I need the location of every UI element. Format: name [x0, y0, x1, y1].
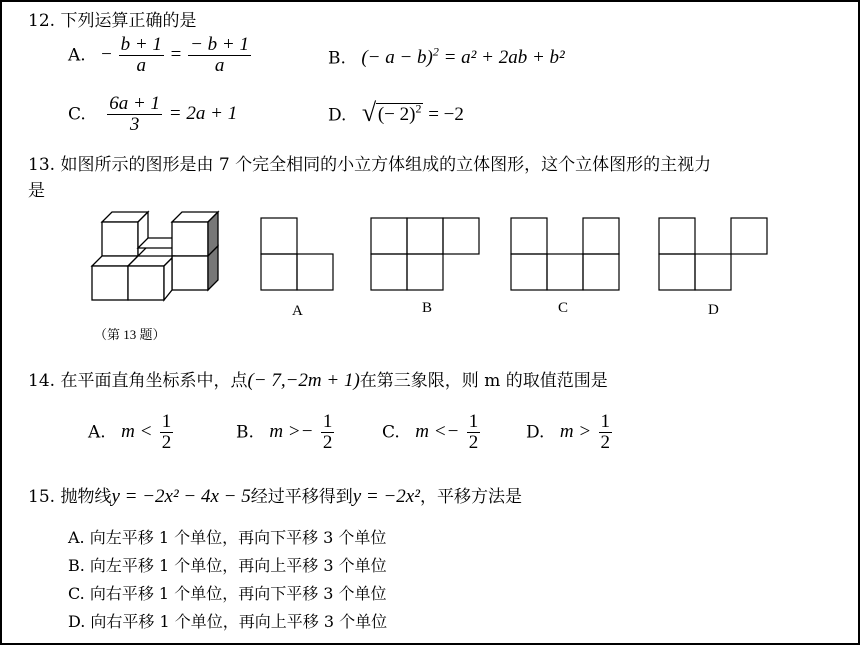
q15-option-a[interactable]: A. 向左平移 1 个单位，再向下平移 3 个单位 — [68, 528, 387, 547]
q13-text: 如图所示的图形是由 7 个完全相同的小立方体组成的立体图形，这个立体图形的主视力 — [60, 155, 712, 175]
q14-d-num: 1 — [600, 411, 611, 432]
q15-equation-1: y = −2x² − 4x − 5 — [111, 486, 251, 507]
q12-a-minus: − — [101, 43, 112, 65]
q12-a-den-right: a — [214, 54, 225, 76]
q13-view-d[interactable] — [658, 217, 768, 291]
q12-option-c[interactable] — [68, 94, 237, 135]
q13-figure-caption: （第 13 题） — [94, 327, 166, 342]
q12-option-d[interactable] — [328, 98, 464, 127]
q14-number: 14. — [28, 371, 56, 391]
q12-number: 12. — [28, 11, 56, 31]
q12-c-den: 3 — [129, 113, 140, 135]
q12-d-rhs: = −2 — [428, 104, 464, 126]
q15-number: 15. — [28, 487, 56, 507]
q14-d-relation: m > — [559, 421, 592, 443]
q14-a-num: 1 — [161, 411, 172, 432]
q14-text-post: 在第三象限，则 m 的取值范围是 — [359, 371, 608, 391]
q12-d-inner: (− 2) — [377, 104, 416, 126]
q12-b-label: B. — [328, 48, 346, 69]
q13-label-d: D — [708, 302, 719, 318]
q12-b-lhs: (− a − b) — [361, 47, 433, 69]
cube-stack-figure — [88, 208, 228, 304]
q14-option-b[interactable] — [236, 412, 336, 453]
q12-a-num-left: b + 1 — [120, 34, 162, 55]
q14-d-den: 2 — [600, 431, 611, 453]
q13-view-a[interactable] — [260, 217, 334, 291]
q14-option-c[interactable] — [382, 412, 482, 453]
q14-text-pre: 在平面直角坐标系中，点 — [60, 371, 248, 391]
q14-c-relation: m <− — [415, 421, 460, 443]
q14-c-den: 2 — [468, 431, 479, 453]
q15-equation-2: y = −2x² — [352, 486, 420, 507]
q12-b-rhs: = a² + 2ab + b² — [443, 47, 565, 69]
q13-view-c[interactable] — [510, 217, 620, 291]
q13-label-b: B — [422, 300, 433, 316]
q14-option-d[interactable] — [526, 412, 614, 453]
q15-stem — [28, 482, 522, 508]
q14-c-num: 1 — [468, 411, 479, 432]
q14-stem — [28, 366, 608, 392]
q14-d-label: D. — [526, 422, 545, 443]
q12-c-rhs: = 2a + 1 — [168, 102, 238, 124]
q12-a-num-right: − b + 1 — [190, 34, 250, 55]
q15-text-mid: 经过平移得到 — [250, 487, 353, 507]
q12-c-label: C. — [68, 104, 86, 125]
q14-b-relation: m >− — [269, 421, 314, 443]
q14-a-label: A. — [88, 422, 106, 443]
q14-b-label: B. — [236, 422, 254, 443]
q12-d-exponent: 2 — [415, 102, 422, 116]
q12-stem — [28, 6, 196, 31]
q12-a-equals: = — [170, 43, 182, 65]
q13-label-c: C — [558, 300, 569, 316]
q13-number: 13. — [28, 155, 56, 175]
q13-label-a: A — [292, 303, 303, 319]
q14-option-a[interactable] — [88, 412, 175, 453]
q13-view-b[interactable] — [370, 217, 480, 291]
q12-option-a[interactable] — [68, 35, 253, 76]
q15-option-c[interactable]: C. 向右平移 1 个单位，再向下平移 3 个单位 — [68, 584, 387, 603]
q14-a-relation: m < — [121, 421, 153, 443]
q15-option-d[interactable]: D. 向右平移 1 个单位，再向上平移 3 个单位 — [68, 612, 388, 631]
q12-a-den-left: a — [136, 54, 146, 76]
q12-option-b[interactable] — [328, 45, 565, 69]
q14-b-num: 1 — [322, 411, 333, 432]
q15-text-post: ，平移方法是 — [419, 487, 522, 507]
q12-d-label: D. — [328, 105, 347, 126]
q12-b-exponent: 2 — [432, 45, 439, 59]
q15-text-pre: 抛物线 — [60, 487, 112, 507]
q12-c-num: 6a + 1 — [109, 93, 161, 114]
q14-a-den: 2 — [161, 431, 172, 453]
q12-text: 下列运算正确的是 — [60, 11, 197, 31]
q14-point: (− 7,−2m + 1) — [247, 370, 360, 391]
square-root-icon: √ (− 2)$^2$ — [361, 98, 422, 127]
q14-b-den: 2 — [322, 431, 333, 453]
q13-stem-line1 — [28, 150, 711, 175]
q12-a-label: A. — [68, 45, 86, 66]
q13-stem-line2: 是 — [28, 181, 45, 201]
q15-option-b[interactable]: B. 向左平移 1 个单位，再向上平移 3 个单位 — [68, 556, 387, 575]
q14-c-label: C. — [382, 422, 400, 443]
